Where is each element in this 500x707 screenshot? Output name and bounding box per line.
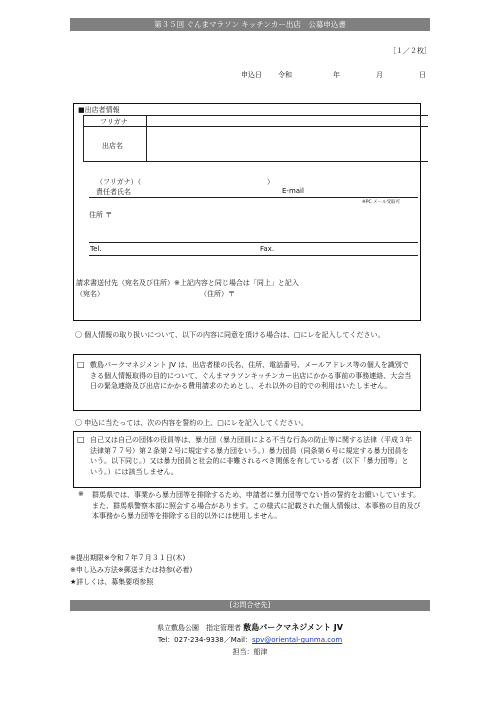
email-label: E-mail <box>282 187 304 195</box>
privacy-consent-box <box>73 354 421 411</box>
contact-org-line <box>70 622 430 633</box>
privacy-instruction: 〇 個人情報の取り扱いについて、以下の内容に同意を頂ける場合は、□にレを記入してください。 <box>75 331 385 339</box>
era-label[interactable]: 令和 <box>278 71 292 79</box>
store-name-label: 出店名 <box>102 142 123 150</box>
application-date-label: 申込日 <box>241 71 262 79</box>
store-name-bottom-rule <box>83 161 428 162</box>
year-label[interactable]: 年 <box>333 71 340 79</box>
form-title: 第３５回 ぐんまマラソン キッチンカー出店 公募申込書 <box>154 20 346 29</box>
pledge-body: 自己又は自己の団体の役員等は、暴力団（暴力団員による不当な行為の防止等に関する法律（平成３年法律第７７号）第２条第２号に規定する暴力団をいう。）暴力団員（同条第６号に規定する暴力団員をいう。以下同じ。）又は暴力団員と社会的に非難されるべき関係を有している者（以下「暴力団等」という。）には該当しません。 <box>90 436 412 476</box>
applicant-section-title: ■出店者情報 <box>78 106 120 114</box>
applicant-info-box <box>73 103 421 321</box>
store-name-field[interactable] <box>148 127 426 160</box>
method-note: ※申し込み方法※郵送または持参(必着) <box>70 566 193 574</box>
furigana-label: フリガナ <box>100 118 128 126</box>
contact-email-link[interactable]: spv@oriental-gunma.com <box>251 636 343 644</box>
table-left-line <box>83 115 84 161</box>
pledge-box <box>73 431 421 488</box>
invoice-label: 請求書送付先（宛名及び住所）※上記内容と同じ場合は「同上」と記入 <box>76 279 299 287</box>
responsible-furigana-close: ） <box>267 178 274 186</box>
day-label[interactable]: 日 <box>419 71 426 79</box>
invoice-name-label: （宛名） <box>76 290 104 298</box>
address-rule <box>89 242 418 243</box>
invoice-address-label: （住所）〒 <box>200 290 235 298</box>
pledge-note-mark: ※ <box>78 490 84 498</box>
contact-org-name: 敷島パークマネジメント JV <box>243 623 343 632</box>
contact-title: [お問合せ先] <box>229 601 271 609</box>
pc-email-note: ※PC メール受取可 <box>362 200 400 205</box>
privacy-checkbox[interactable]: □ <box>77 360 85 369</box>
contact-title-bar <box>70 600 430 611</box>
deadline-note: ※提出期限※令和７年７月３１日(木) <box>70 554 186 562</box>
contact-person: 担当：船津 <box>232 648 268 656</box>
details-note: ★詳しくは、募集要項参照 <box>70 578 154 586</box>
contact-org-prefix: 県立敷島公園 指定管理者 <box>157 624 242 632</box>
contact-tel: Tel：027-234-9338／Mail： <box>157 636 252 644</box>
fax-label: Fax. <box>260 245 275 253</box>
table-top-rule <box>83 115 428 116</box>
month-label[interactable]: 月 <box>376 71 383 79</box>
responsible-name-label: 責任者氏名 <box>96 188 131 196</box>
pledge-checkbox[interactable]: □ <box>77 435 85 444</box>
tel-label: Tel. <box>90 245 102 253</box>
table-label-divider <box>146 115 147 161</box>
privacy-body: 敷島パークマネジメント JV は、出店者様の氏名、住所、電話番号、メールアドレス等の個人を識別できる個人情報取得の目的について、ぐんまマラソンキッチンカー出店にかかる事前の事務連絡、大会当日の緊急連絡及び出店にかかる費用請求のためとし、それ以外の目的での利用はいたしません。 <box>90 361 412 390</box>
responsible-furigana-label: （フリガナ）（ <box>96 178 142 186</box>
pledge-instruction: 〇 申込に当たっては、次の内容を誓約の上、□にレを記入してください。 <box>75 419 308 427</box>
form-title-bar <box>70 18 430 31</box>
pledge-note: 群馬県では、事業から暴力団等を排除するため、申請者に暴力団等でない旨の誓約をお願いしています。また、群馬県警察本部に照会する場合があります。この様式に記載された個人情報は、本事務の目的及び本事務から暴力団等を排除する目的以外には使用しません。 <box>92 491 421 520</box>
page-number: ［１／２枚］ <box>389 47 431 55</box>
contact-tel-line <box>70 635 430 645</box>
tel-rule <box>89 255 418 256</box>
address-label: 住所 〒 <box>89 211 113 219</box>
name-rule <box>89 197 418 198</box>
